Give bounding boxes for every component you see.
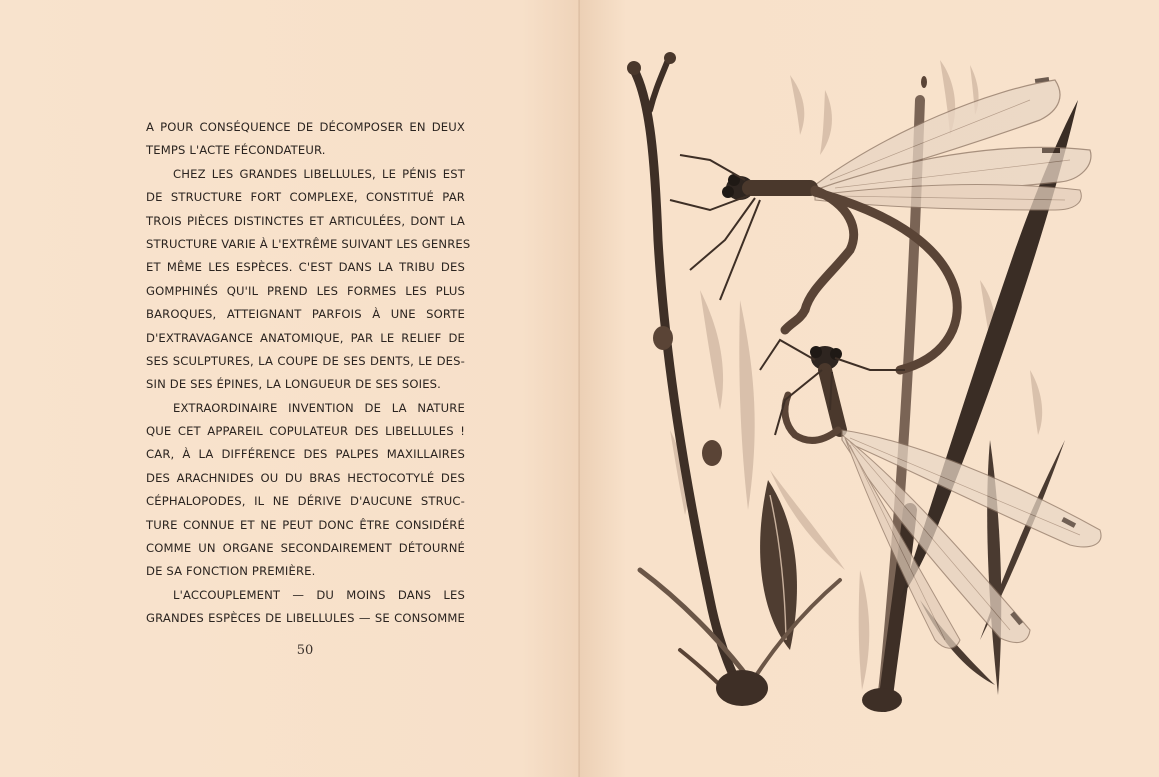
page-number: 50 bbox=[296, 643, 314, 658]
text-line: SIN DE SES ÉPINES, LA LONGUEUR DE SES SOIES. bbox=[146, 377, 442, 392]
text-line: GRANDES ESPÈCES DE LIBELLULES — SE CONSOMME bbox=[146, 611, 465, 626]
text-line: L'ACCOUPLEMENT — DU MOINS DANS LES bbox=[173, 587, 465, 602]
text-line: DES ARACHNIDES OU DU BRAS HECTOCOTYLÉ DES bbox=[146, 470, 465, 485]
text-line: COMME UN ORGANE SECONDAIREMENT DÉTOURNÉ bbox=[146, 541, 465, 556]
text-line: GOMPHINÉS QU'IL PREND LES FORMES LES PLUS bbox=[146, 283, 465, 298]
text-line: DE STRUCTURE FORT COMPLEXE, CONSTITUÉ PAR bbox=[146, 190, 465, 205]
text-line: CHEZ LES GRANDES LIBELLULES, LE PÉNIS EST bbox=[173, 166, 465, 181]
text-line: EXTRAORDINAIRE INVENTION DE LA NATURE bbox=[173, 400, 465, 415]
text-line: BAROQUES, ATTEIGNANT PARFOIS À UNE SORTE bbox=[146, 307, 465, 322]
text-line: TEMPS L'ACTE FÉCONDATEUR. bbox=[146, 143, 326, 158]
dragonfly-wings bbox=[842, 430, 1101, 648]
text-line: STRUCTURE VARIE À L'EXTRÊME SUIVANT LES GENRES bbox=[146, 236, 471, 251]
text-line: DE SA FONCTION PREMIÈRE. bbox=[146, 564, 316, 579]
dragonfly-illustration bbox=[610, 40, 1130, 740]
dragonfly-body bbox=[760, 340, 905, 440]
text-line: ET MÊME LES ESPÈCES. C'EST DANS LA TRIBU DES bbox=[146, 260, 465, 275]
text-line: D'EXTRAVAGANCE ANATOMIQUE, PAR LE RELIEF DE bbox=[146, 330, 465, 345]
text-line: CÉPHALOPODES, IL NE DÉRIVE D'AUCUNE STRUC- bbox=[146, 494, 465, 509]
text-line: SES SCULPTURES, LA COUPE DE SES DENTS, LE DES- bbox=[146, 353, 465, 368]
body-text bbox=[146, 116, 471, 631]
text-line: TURE CONNUE ET NE PEUT DONC ÊTRE CONSIDÉRÉ bbox=[146, 517, 465, 532]
text-line: A POUR CONSÉQUENCE DE DÉCOMPOSER EN DEUX bbox=[146, 120, 465, 134]
text-line: TROIS PIÈCES DISTINCTES ET ARTICULÉES, DONT LA bbox=[146, 213, 465, 228]
text-line: QUE CET APPAREIL COPULATEUR DES LIBELLULES ! bbox=[146, 424, 465, 439]
reed-stem bbox=[627, 52, 745, 700]
text-line: CAR, À LA DIFFÉRENCE DES PALPES MAXILLAIRES bbox=[146, 447, 465, 462]
